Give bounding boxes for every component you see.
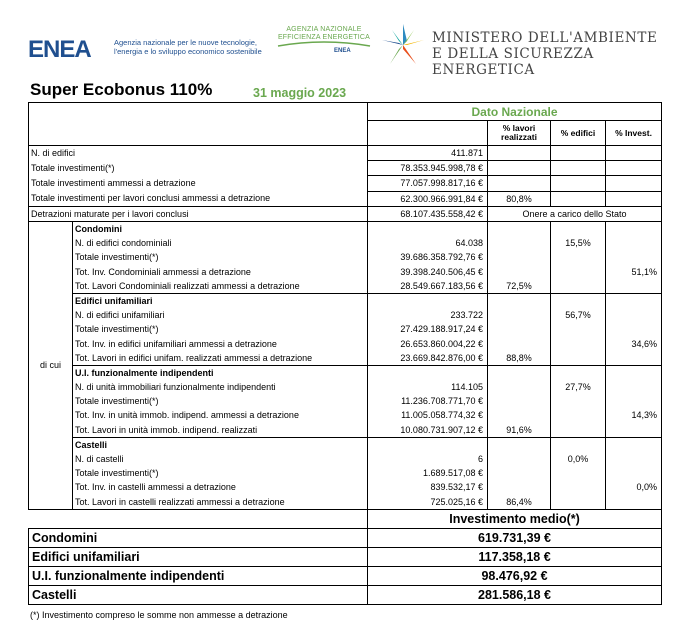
lavori-pct [488, 394, 551, 408]
row-value: 6 [368, 452, 488, 466]
dato-nazionale-header: Dato Nazionale [368, 103, 662, 121]
row-value: 62.300.966.991,84 € [368, 191, 488, 206]
row-value: 233.722 [368, 308, 488, 322]
row-label: Totale investimenti(*) [29, 161, 368, 176]
group-row [29, 308, 662, 322]
group-name: Condomini [73, 221, 368, 236]
row-value: 39.398.240.506,45 € [368, 265, 488, 279]
empty-cell [606, 191, 662, 206]
invest-pct [606, 322, 662, 336]
lavori-pct [488, 176, 551, 191]
row-label: Tot. Lavori Condominiali realizzati ammessi a detrazione [73, 279, 368, 294]
edifici-pct [551, 394, 606, 408]
edifici-pct [551, 408, 606, 422]
invest-pct [606, 452, 662, 466]
report-date: 31 maggio 2023 [253, 86, 347, 100]
empty-cell [551, 437, 606, 452]
table-body [29, 103, 662, 605]
group-row [29, 322, 662, 336]
edifici-pct [551, 250, 606, 264]
agency-text: AGENZIA NAZIONALE EFFICIENZA ENERGETICA [277, 26, 371, 41]
lavori-pct [488, 250, 551, 264]
lavori-pct: 80,8% [488, 191, 551, 206]
empty-cell [606, 146, 662, 161]
lavori-pct [488, 146, 551, 161]
ministry-logo [380, 22, 680, 78]
empty-cell [606, 221, 662, 236]
empty-cell [551, 176, 606, 191]
edifici-pct: 56,7% [551, 308, 606, 322]
lavori-pct [488, 466, 551, 480]
average-value: 117.358,18 € [368, 547, 662, 566]
group-row [29, 495, 662, 510]
investimento-medio-header-row [29, 509, 662, 528]
group-name: Edifici unifamiliari [73, 293, 368, 308]
detrazioni-row [29, 206, 662, 221]
invest-pct [606, 279, 662, 294]
group-row [29, 408, 662, 422]
ecobonus-table [28, 102, 662, 605]
row-label: Totale investimenti ammessi a detrazione [29, 176, 368, 191]
invest-pct [606, 351, 662, 366]
empty-cell [368, 293, 488, 308]
empty-cell [551, 161, 606, 176]
group-row [29, 279, 662, 294]
lavori-pct [488, 380, 551, 394]
general-row [29, 161, 662, 176]
row-value: 28.549.667.183,56 € [368, 279, 488, 294]
row-value: 68.107.435.558,42 € [368, 206, 488, 221]
empty-cell [488, 437, 551, 452]
edifici-pct [551, 495, 606, 510]
edifici-pct: 15,5% [551, 236, 606, 250]
edifici-pct [551, 423, 606, 438]
edifici-pct [551, 322, 606, 336]
group-row [29, 265, 662, 279]
lavori-pct [488, 236, 551, 250]
row-label: Totale investimenti(*) [73, 250, 368, 264]
row-value: 64.038 [368, 236, 488, 250]
empty-cell [29, 509, 368, 528]
general-row [29, 146, 662, 161]
invest-pct [606, 308, 662, 322]
row-value: 27.429.188.917,24 € [368, 322, 488, 336]
col-edifici-header: % edifici [551, 121, 606, 146]
edifici-pct: 0,0% [551, 452, 606, 466]
invest-pct: 34,6% [606, 336, 662, 350]
group-row [29, 466, 662, 480]
row-label: Tot. Lavori in edifici unifam. realizzati ammessi a detrazione [73, 351, 368, 366]
invest-pct [606, 380, 662, 394]
group-row [29, 250, 662, 264]
row-label: Tot. Inv. in castelli ammessi a detrazione [73, 480, 368, 494]
group-header-row [29, 293, 662, 308]
lavori-pct [488, 408, 551, 422]
empty-cell [606, 161, 662, 176]
edifici-pct: 27,7% [551, 380, 606, 394]
row-label: Totale investimenti(*) [73, 322, 368, 336]
group-row [29, 394, 662, 408]
row-label: N. di unità immobiliari funzionalmente indipendenti [73, 380, 368, 394]
average-value: 98.476,92 € [368, 566, 662, 585]
edifici-pct [551, 480, 606, 494]
row-value: 1.689.517,08 € [368, 466, 488, 480]
empty-cell [606, 437, 662, 452]
footnote: (*) Investimento compreso le somme non ammesse a detrazione [30, 610, 288, 620]
row-label: N. di edifici condominiali [73, 236, 368, 250]
agency-logo [270, 26, 380, 66]
onere-note: Onere a carico dello Stato [488, 206, 662, 221]
lavori-pct [488, 452, 551, 466]
empty-cell [488, 365, 551, 380]
group-row [29, 336, 662, 350]
average-value: 281.586,18 € [368, 585, 662, 604]
edifici-pct [551, 351, 606, 366]
lavori-pct: 86,4% [488, 495, 551, 510]
invest-pct [606, 236, 662, 250]
row-value: 26.653.860.004,22 € [368, 336, 488, 350]
agency-brand: ENEA [334, 48, 351, 54]
header-row [29, 103, 662, 121]
row-label: Totale investimenti(*) [73, 394, 368, 408]
row-label: Tot. Inv. Condominiali ammessi a detrazione [73, 265, 368, 279]
edifici-pct [551, 265, 606, 279]
average-label: Edifici unifamiliari [29, 547, 368, 566]
row-value: 114.105 [368, 380, 488, 394]
empty-cell [606, 176, 662, 191]
empty-cell [606, 365, 662, 380]
enea-tagline: Agenzia nazionale per le nuove tecnologie, l'energia e lo sviluppo economico sostenibile [114, 38, 262, 56]
row-value: 78.353.945.998,78 € [368, 161, 488, 176]
invest-pct: 51,1% [606, 265, 662, 279]
enea-logo [28, 36, 260, 60]
lavori-pct [488, 480, 551, 494]
svg-text:ENEA: ENEA [28, 36, 91, 60]
group-row [29, 236, 662, 250]
row-label: Totale investimenti per lavori conclusi ammessi a detrazione [29, 191, 368, 206]
empty-cell [368, 365, 488, 380]
average-row [29, 585, 662, 604]
lavori-pct: 88,8% [488, 351, 551, 366]
row-value: 839.532,17 € [368, 480, 488, 494]
row-label: Detrazioni maturate per i lavori conclusi [29, 206, 368, 221]
row-label: Tot. Lavori in unità immob. indipend. realizzati [73, 423, 368, 438]
row-label: N. di edifici unifamiliari [73, 308, 368, 322]
empty-cell [368, 221, 488, 236]
empty-cell [488, 293, 551, 308]
row-value: 23.669.842.876,00 € [368, 351, 488, 366]
invest-pct [606, 423, 662, 438]
invest-pct: 0,0% [606, 480, 662, 494]
col-invest-header: % Invest. [606, 121, 662, 146]
row-value: 77.057.998.817,16 € [368, 176, 488, 191]
ministry-star-icon [380, 22, 426, 68]
average-value: 619.731,39 € [368, 528, 662, 547]
general-row [29, 176, 662, 191]
lavori-pct: 72,5% [488, 279, 551, 294]
invest-pct: 14,3% [606, 408, 662, 422]
row-value: 39.686.358.792,76 € [368, 250, 488, 264]
empty-cell [551, 146, 606, 161]
enea-logo-mark [28, 36, 98, 60]
invest-pct [606, 394, 662, 408]
row-value: 10.080.731.907,12 € [368, 423, 488, 438]
empty-cell [551, 221, 606, 236]
average-label: Condomini [29, 528, 368, 547]
average-row [29, 547, 662, 566]
lavori-pct [488, 336, 551, 350]
empty-cell [488, 221, 551, 236]
row-label: Totale investimenti(*) [73, 466, 368, 480]
group-row [29, 452, 662, 466]
row-label: N. di castelli [73, 452, 368, 466]
swoosh-icon [276, 40, 372, 50]
average-label: Castelli [29, 585, 368, 604]
row-value: 725.025,16 € [368, 495, 488, 510]
invest-pct [606, 495, 662, 510]
ministry-name: MINISTERO DELL'AMBIENTE E DELLA SICUREZZA ENERGETICA [432, 30, 658, 78]
group-row [29, 480, 662, 494]
lavori-pct: 91,6% [488, 423, 551, 438]
di-cui-label: di cui [29, 221, 73, 509]
empty-cell [551, 293, 606, 308]
col-lavori-header: % lavori realizzati [488, 121, 551, 146]
general-row [29, 191, 662, 206]
group-row [29, 423, 662, 438]
row-label: Tot. Inv. in edifici unifamiliari ammessi a detrazione [73, 336, 368, 350]
empty-cell [551, 365, 606, 380]
lavori-pct [488, 265, 551, 279]
group-header-row [29, 221, 662, 236]
edifici-pct [551, 466, 606, 480]
group-header-row [29, 437, 662, 452]
page-title: Super Ecobonus 110% [30, 80, 213, 99]
group-row [29, 351, 662, 366]
row-label: Tot. Inv. in unità immob. indipend. ammessi a detrazione [73, 408, 368, 422]
invest-pct [606, 466, 662, 480]
empty-cell [551, 191, 606, 206]
row-label: N. di edifici [29, 146, 368, 161]
empty-cell [606, 293, 662, 308]
lavori-pct [488, 161, 551, 176]
average-row [29, 566, 662, 585]
lavori-pct [488, 308, 551, 322]
empty-cell [368, 437, 488, 452]
group-row [29, 380, 662, 394]
row-label: Tot. Lavori in castelli realizzati ammessi a detrazione [73, 495, 368, 510]
group-header-row [29, 365, 662, 380]
group-name: U.I. funzionalmente indipendenti [73, 365, 368, 380]
average-label: U.I. funzionalmente indipendenti [29, 566, 368, 585]
row-value: 11.005.058.774,32 € [368, 408, 488, 422]
lavori-pct [488, 322, 551, 336]
row-value: 11.236.708.771,70 € [368, 394, 488, 408]
edifici-pct [551, 336, 606, 350]
edifici-pct [551, 279, 606, 294]
investimento-medio-header: Investimento medio(*) [368, 509, 662, 528]
group-name: Castelli [73, 437, 368, 452]
invest-pct [606, 250, 662, 264]
row-value: 411.871 [368, 146, 488, 161]
average-row [29, 528, 662, 547]
